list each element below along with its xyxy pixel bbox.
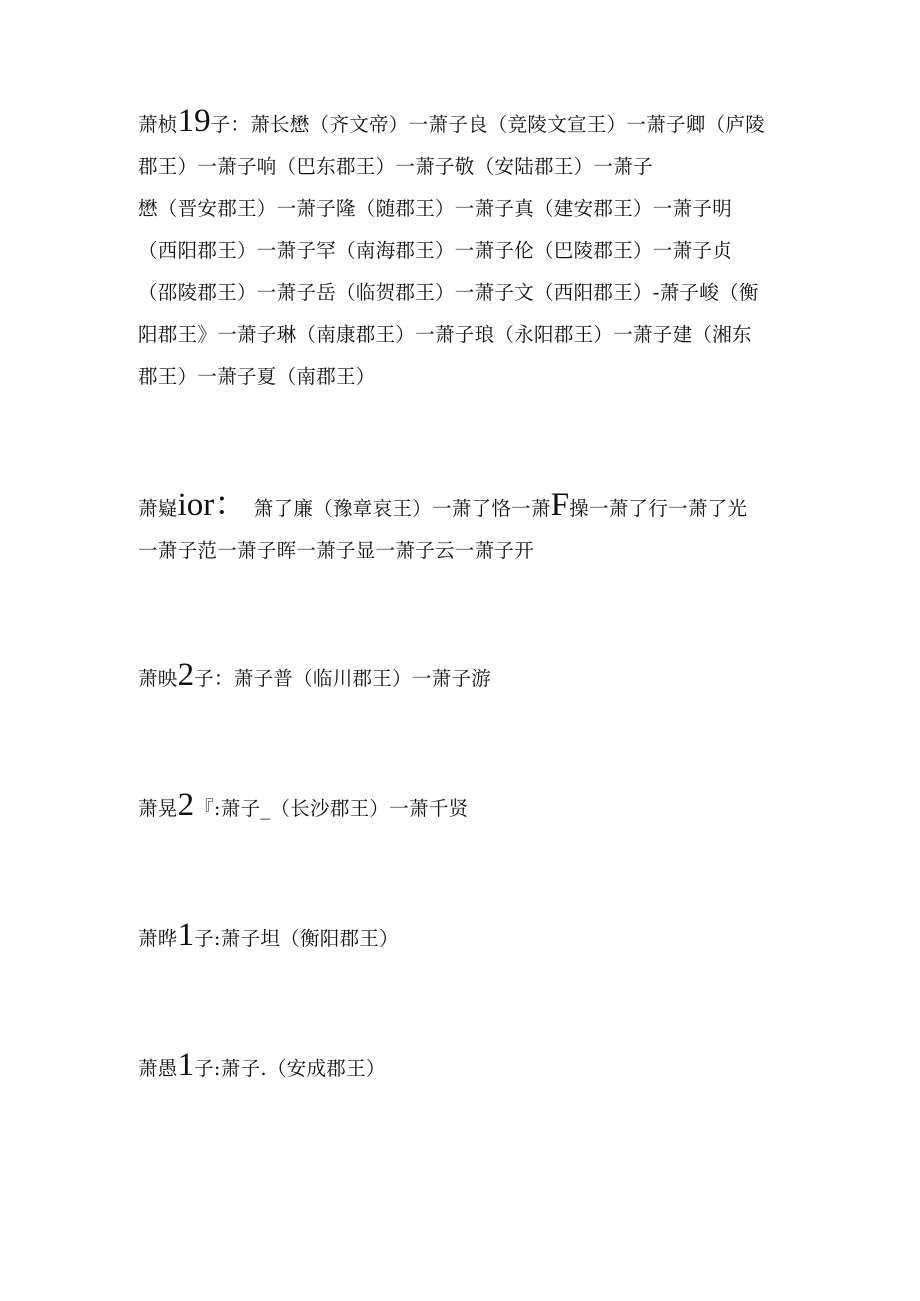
text-run-large: ior： — [177, 487, 248, 523]
paragraph-xiao-yu-sons — [138, 1044, 778, 1090]
text-line — [138, 784, 778, 830]
text-line — [138, 314, 778, 356]
text-run: 操一萧了行一萧了光 — [569, 497, 748, 520]
paragraph-xiao-huang-sons — [138, 784, 778, 830]
paragraph-xiao-yi-sons — [138, 484, 778, 572]
text-run: 萧映 — [138, 667, 178, 690]
text-run: 子:萧子.（安成郡王） — [194, 1057, 386, 1080]
text-line — [138, 1044, 778, 1090]
text-run: 萧晃 — [138, 797, 178, 820]
text-run: 郡王）一萧子夏（南郡王） — [138, 365, 376, 388]
text-run-large: 1 — [177, 1047, 195, 1083]
text-run: 萧桢 — [138, 113, 178, 136]
text-line — [138, 356, 778, 398]
text-run: 箫了廉（豫章哀王）一萧了恪一萧 — [247, 497, 551, 520]
text-run: 懋（晋安郡王）一萧子隆（随郡王）一萧子真（建安郡王）一萧子明 — [138, 197, 733, 220]
text-run: 萧嶷 — [138, 497, 178, 520]
text-run: （西阳郡王）一萧子罕（南海郡王）一萧子伦（巴陵郡王）一萧子贞 — [138, 239, 733, 262]
text-run: 萧愚 — [138, 1057, 178, 1080]
text-run-large: 1 — [177, 917, 195, 953]
text-run: 子：萧子普（临川郡王）一萧子游 — [194, 667, 492, 690]
text-line — [138, 484, 778, 530]
text-run: 『:萧子_（长沙郡王）一萧千贤 — [194, 797, 469, 820]
text-run: 萧晔 — [138, 927, 178, 950]
text-run-large: 2 — [177, 787, 195, 823]
text-line — [138, 188, 778, 230]
paragraph-xiao-ying-sons — [138, 654, 778, 700]
text-line — [138, 100, 778, 146]
text-run-large: 2 — [177, 657, 195, 693]
text-run: 阳郡王》一萧子琳（南康郡王）一萧子琅（永阳郡王）一萧子建（湘东 — [138, 323, 752, 346]
text-run: 郡王）一萧子响（巴东郡王）一萧子敬（安陆郡王）一萧子 — [138, 155, 653, 178]
text-run: 子：萧长懋（齐文帝）一萧子良（竞陵文宣王）一萧子卿（庐陵 — [210, 113, 766, 136]
text-line — [138, 146, 778, 188]
paragraph-xiao-zhen-sons — [138, 100, 778, 398]
text-run-large: 19 — [177, 103, 211, 139]
text-line — [138, 654, 778, 700]
text-line — [138, 272, 778, 314]
text-run: 一萧子范一萧子晖一萧子显一萧子云一萧子开 — [138, 539, 535, 562]
text-run: （邵陵郡王）一萧子岳（临贺郡王）一萧子文（西阳郡王）-萧子峻（衡 — [138, 281, 759, 304]
paragraph-xiao-ye-sons — [138, 914, 778, 960]
text-line — [138, 530, 778, 572]
text-line — [138, 914, 778, 960]
text-run-large: F — [550, 487, 570, 523]
text-run: 子:萧子坦（衡阳郡王） — [194, 927, 399, 950]
text-line — [138, 230, 778, 272]
